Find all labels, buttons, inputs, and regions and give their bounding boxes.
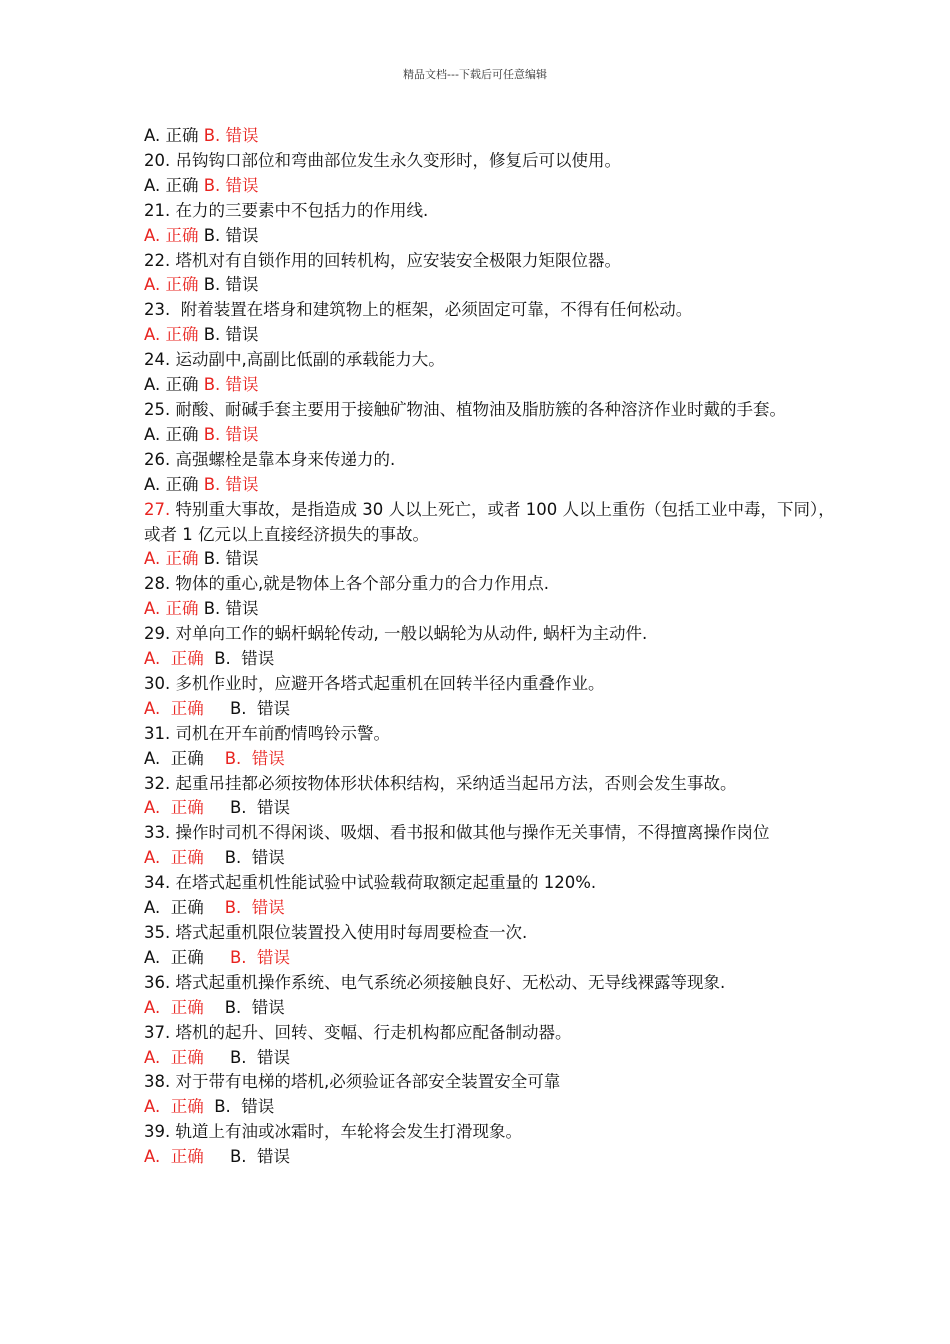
question-list — [144, 124, 844, 1170]
answer-option: A. 正确 — [144, 1047, 230, 1067]
answer-options — [144, 1095, 844, 1120]
answer-options — [144, 647, 844, 672]
answer-option: B. 错误 — [203, 275, 259, 295]
question-fragment: 31. 司机在开车前酌情鸣铃示警。 — [144, 723, 390, 743]
answer-option: B. 错误 — [203, 225, 259, 245]
answer-option: A. 正确 — [144, 225, 204, 245]
answer-options — [144, 1145, 844, 1170]
question-fragment: 25. 耐酸、耐碱手套主要用于接触矿物油、植物油及脂肪簇的各种溶济作业时戴的手套。 — [144, 399, 786, 419]
answer-options — [144, 896, 844, 921]
question-fragment: 39. 轨道上有油或冰霜时，车轮将会发生打滑现象。 — [144, 1122, 522, 1142]
answer-option: B. 错误 — [224, 997, 285, 1017]
question-text — [144, 1021, 844, 1046]
answer-option: A. 正确 — [144, 325, 204, 345]
answer-option: A. 正确 — [144, 175, 204, 195]
question-text — [144, 572, 844, 597]
answer-option: B. 错误 — [203, 175, 259, 195]
answer-option: B. 错误 — [224, 898, 285, 918]
question-fragment: 21. 在力的三要素中不包括力的作用线. — [144, 200, 429, 220]
question-text — [144, 199, 844, 224]
answer-options — [144, 1046, 844, 1071]
question-text — [144, 921, 844, 946]
answer-option: B. 错误 — [229, 1047, 291, 1067]
answer-options — [144, 174, 844, 199]
answer-option: B. 错误 — [203, 424, 259, 444]
answer-option: A. 正确 — [144, 798, 230, 818]
answer-options — [144, 273, 844, 298]
question-text — [144, 1070, 844, 1095]
question-text — [144, 722, 844, 747]
question-text — [144, 772, 844, 797]
answer-options — [144, 224, 844, 249]
question-fragment: 28. 物体的重心,就是物体上各个部分重力的合力作用点. — [144, 574, 549, 594]
answer-option: A. 正确 — [144, 1147, 230, 1167]
question-text — [144, 622, 844, 647]
question-fragment: 30. 多机作业时，应避开各塔式起重机在回转半径内重叠作业。 — [144, 673, 605, 693]
answer-options — [144, 697, 844, 722]
question-fragment: 24. 运动副中,高副比低副的承载能力大。 — [144, 350, 445, 370]
answer-options — [144, 747, 844, 772]
question-text — [144, 672, 844, 697]
question-text — [144, 298, 844, 323]
page-header: 精品文档---下载后可任意编辑 — [403, 68, 547, 81]
answer-options — [144, 547, 844, 572]
question-fragment: 26. 高强螺栓是靠本身来传递力的. — [144, 449, 396, 469]
answer-option: B. 错误 — [203, 549, 259, 569]
question-fragment: 35. 塔式起重机限位装置投入使用时每周要检查一次. — [144, 923, 528, 942]
question-fragment: 特别重大事故，是指造成 30 人以上死亡，或者 100 人以上重伤（包括工业中毒，下同），或者 1 亿元以上直接经济损失的事故。 — [144, 499, 835, 544]
answer-option: A. 正确 — [144, 126, 204, 145]
answer-option: A. 正确 — [144, 848, 225, 868]
question-fragment: 20. 吊钩钩口部位和弯曲部位发生永久变形时，修复后可以使用。 — [144, 150, 621, 170]
answer-option: B. 错误 — [203, 126, 259, 145]
question-text — [144, 348, 844, 373]
answer-options — [144, 373, 844, 398]
question-text — [144, 249, 844, 274]
question-text — [144, 971, 844, 996]
question-text — [144, 498, 844, 548]
answer-option: A. 正确 — [144, 599, 204, 619]
answer-option: B. 错误 — [229, 1147, 291, 1167]
question-fragment: 27. — [144, 499, 171, 519]
question-text — [144, 871, 844, 896]
question-fragment: 29. 对单向工作的蜗杆蜗轮传动, 一般以蜗轮为从动件, 蜗杆为主动件. — [144, 624, 648, 644]
answer-options — [144, 473, 844, 498]
question-fragment: 36. 塔式起重机操作系统、电气系统必须接触良好、无松动、无导线裸露等现象. — [144, 972, 726, 992]
answer-option: B. 错误 — [224, 848, 285, 868]
question-fragment: 23. 附着装置在塔身和建筑物上的框架，必须固定可靠，不得有任何松动。 — [144, 300, 693, 320]
answer-option: B. 错误 — [203, 375, 259, 395]
question-text — [144, 1120, 844, 1145]
question-fragment: 37. 塔机的起升、回转、变幅、行走机构都应配备制动器。 — [144, 1022, 572, 1042]
answer-options — [144, 323, 844, 348]
answer-option: B. 错误 — [203, 599, 259, 619]
answer-option: A. 正确 — [144, 275, 204, 295]
answer-options — [144, 996, 844, 1021]
answer-option: A. 正确 — [144, 1097, 215, 1117]
answer-options — [144, 946, 844, 971]
question-text — [144, 448, 844, 473]
answer-option: B. 错误 — [229, 798, 291, 818]
answer-option: A. 正确 — [144, 649, 215, 669]
answer-option: B. 错误 — [229, 698, 291, 718]
answer-option: A. 正确 — [144, 748, 225, 768]
question-text — [144, 398, 844, 423]
answer-option: A. 正确 — [144, 424, 204, 444]
question-text — [144, 149, 844, 174]
answer-options — [144, 124, 844, 149]
answer-options — [144, 597, 844, 622]
question-fragment: 32. 起重吊挂都必须按物体形状体积结构，采纳适当起吊方法，否则会发生事故。 — [144, 773, 737, 793]
question-fragment: 38. 对于带有电梯的塔机,必须验证各部安全装置安全可靠 — [144, 1072, 561, 1092]
answer-option: B. 错误 — [203, 325, 259, 345]
answer-option: B. 错误 — [203, 474, 259, 494]
question-fragment: 22. 塔机对有自锁作用的回转机构，应安装安全极限力矩限位器。 — [144, 250, 621, 270]
question-fragment: 34. 在塔式起重机性能试验中试验载荷取额定起重量的 120%. — [144, 873, 597, 893]
question-fragment: 33. 操作时司机不得闲谈、吸烟、看书报和做其他与操作无关事情，不得擅离操作岗位 — [144, 823, 770, 843]
answer-option: B. 错误 — [224, 748, 285, 768]
answer-option: A. 正确 — [144, 947, 230, 967]
answer-option: B. 错误 — [229, 947, 291, 967]
answer-options — [144, 796, 844, 821]
answer-option: A. 正确 — [144, 375, 204, 395]
question-text — [144, 821, 844, 846]
answer-option: A. 正确 — [144, 698, 230, 718]
answer-option: A. 正确 — [144, 549, 204, 569]
answer-option: A. 正确 — [144, 898, 225, 918]
answer-options — [144, 423, 844, 448]
answer-option: A. 正确 — [144, 997, 225, 1017]
answer-option: B. 错误 — [214, 649, 275, 669]
answer-option: A. 正确 — [144, 474, 204, 494]
answer-option: B. 错误 — [214, 1097, 275, 1117]
answer-options — [144, 846, 844, 871]
